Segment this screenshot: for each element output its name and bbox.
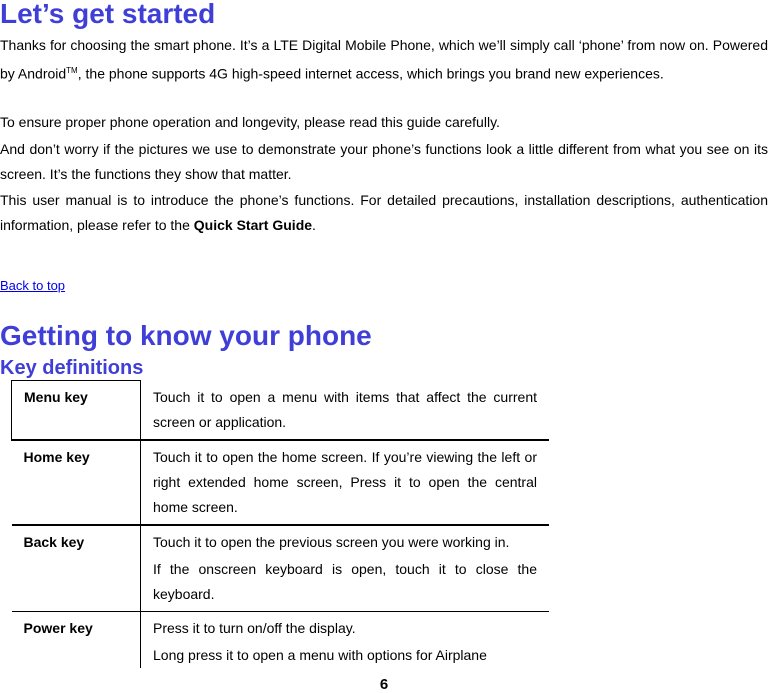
back-to-top-link[interactable]: Back to top <box>0 278 66 293</box>
key-name: Back key <box>23 533 85 550</box>
care-paragraph: To ensure proper phone operation and longevity, please read this guide carefully. <box>0 114 500 130</box>
text: Long press it to open a menu with options for Airplane <box>153 646 487 663</box>
key-definitions-table <box>11 380 549 668</box>
page-title: Let’s get started <box>0 0 216 29</box>
quick-start-guide-ref: Quick Start Guide <box>193 217 313 233</box>
trademark: TM <box>66 66 78 75</box>
text: , the phone supports 4G high-speed internet access, which brings you brand new experiences. <box>77 65 664 82</box>
table-row <box>12 525 550 612</box>
text: . <box>312 217 316 233</box>
key-description <box>141 440 550 525</box>
table-row <box>12 440 550 525</box>
table-row <box>12 381 550 440</box>
key-name: Power key <box>23 619 93 636</box>
text: Touch it to open the previous screen you were working in. <box>153 533 510 550</box>
section-subtitle: Key definitions <box>0 357 144 379</box>
table-row <box>12 611 550 668</box>
intro-paragraph <box>0 33 768 87</box>
section-title: Getting to know your phone <box>0 320 372 351</box>
key-description <box>141 611 550 668</box>
text: Thanks for choosing the smart phone. It’s a LTE Digital Mobile Phone, which we’ll simply call ‘phone’ from now on. Powered by Android <box>0 37 768 82</box>
text: Press it to turn on/off the display. <box>153 619 356 636</box>
key-description <box>141 525 550 612</box>
manual-paragraph <box>0 188 768 238</box>
text: This user manual is to introduce the phone’s functions. For detailed precautions, installation descriptions, authentication information, please refer to the <box>0 192 768 233</box>
text: Touch it to open a menu with items that affect the current screen or application. <box>153 388 537 430</box>
text: If the onscreen keyboard is open, touch it to close the keyboard. <box>153 560 537 602</box>
pictures-paragraph: And don’t worry if the pictures we use to demonstrate your phone’s functions look a little different from what you see on its screen. It’s the functions they show that matter. <box>0 141 768 182</box>
text: Touch it to open the home screen. If you’re viewing the left or right extended home screen, Press it to open the central home screen. <box>153 448 537 515</box>
page-number: 6 <box>379 676 389 693</box>
key-name: Menu key <box>12 381 141 440</box>
key-name: Home key <box>23 448 90 465</box>
key-description <box>141 381 550 440</box>
